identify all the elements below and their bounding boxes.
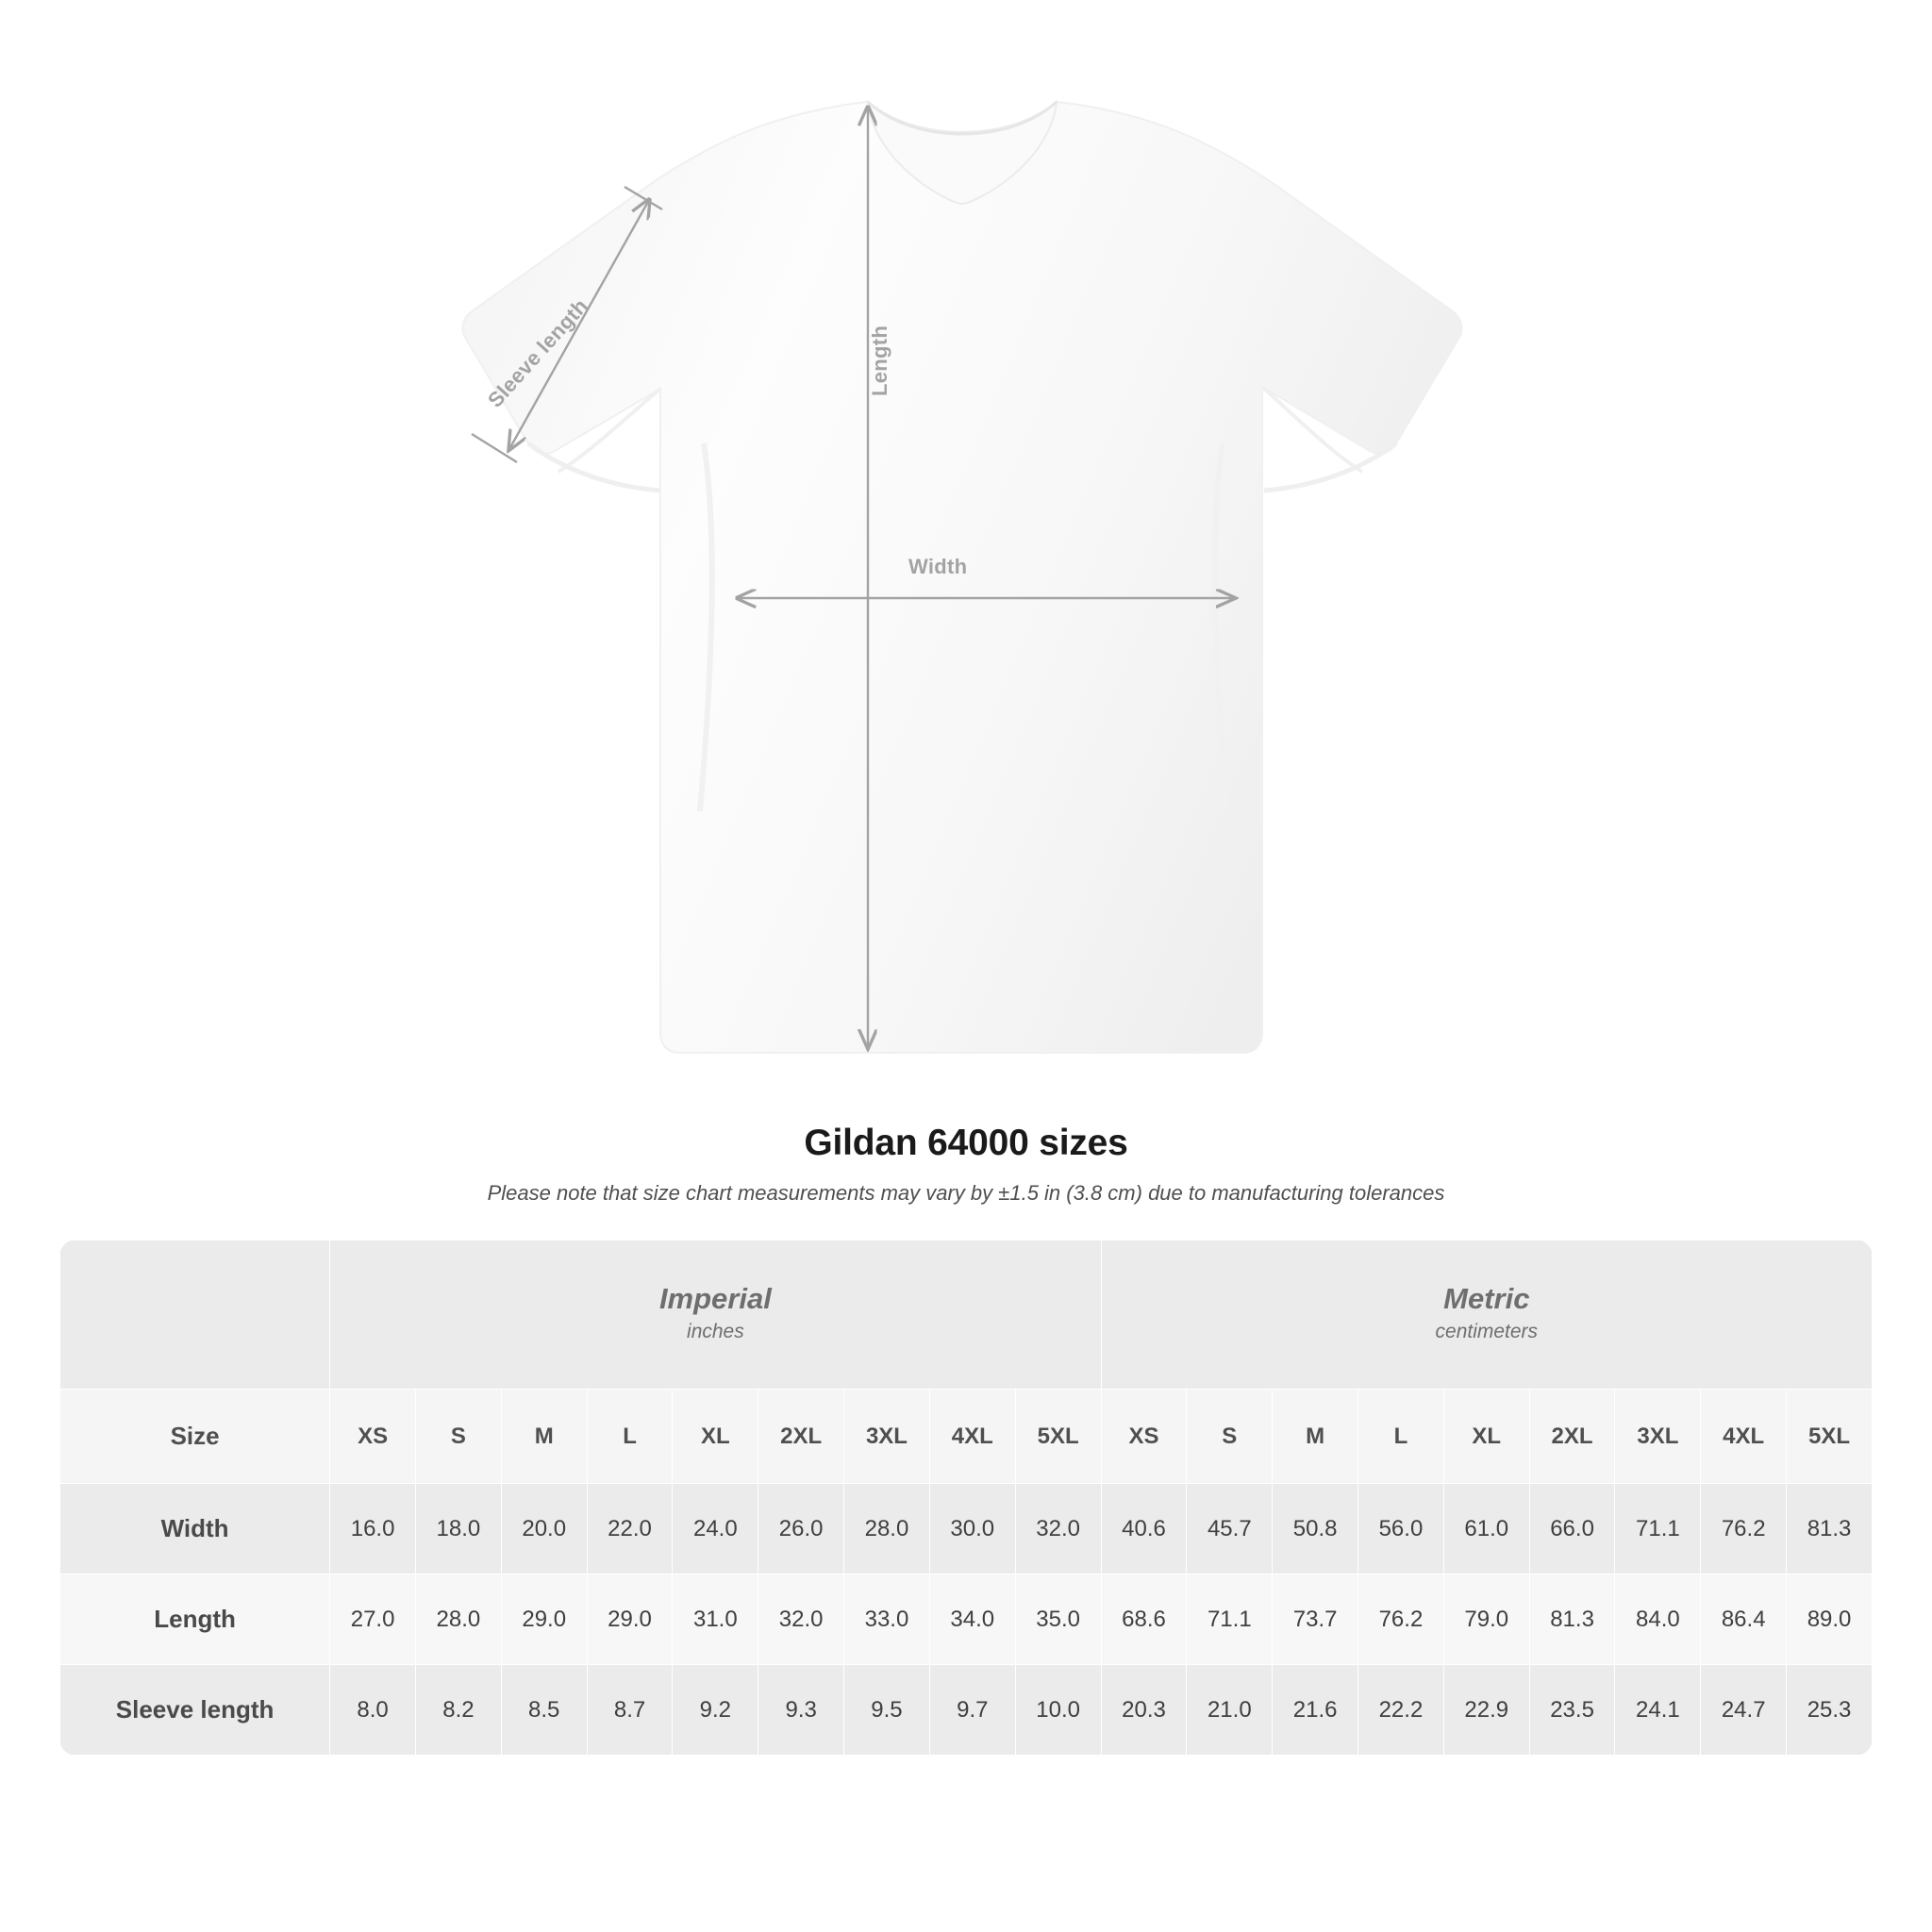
row-label-sleeve-length: Sleeve length xyxy=(60,1665,330,1756)
row-label-length: Length xyxy=(60,1574,330,1665)
table-corner-cell xyxy=(60,1241,330,1390)
size-header-imperial-2xl: 2XL xyxy=(758,1390,844,1484)
cell-sleeve-metric-3xl: 24.1 xyxy=(1615,1665,1701,1756)
cell-sleeve-imperial-s: 8.2 xyxy=(416,1665,502,1756)
size-header-metric-3xl: 3XL xyxy=(1615,1390,1701,1484)
cell-sleeve-imperial-3xl: 9.5 xyxy=(844,1665,930,1756)
size-header-imperial-s: S xyxy=(416,1390,502,1484)
unit-header-imperial xyxy=(330,1241,1101,1390)
size-header-imperial-3xl: 3XL xyxy=(844,1390,930,1484)
cell-width-metric-2xl: 66.0 xyxy=(1529,1484,1615,1574)
cell-length-metric-s: 71.1 xyxy=(1187,1574,1273,1665)
cell-width-imperial-3xl: 28.0 xyxy=(844,1484,930,1574)
unit-name-imperial: Imperial xyxy=(658,1281,772,1315)
cell-length-imperial-s: 28.0 xyxy=(416,1574,502,1665)
cell-sleeve-metric-xs: 20.3 xyxy=(1101,1665,1187,1756)
cell-width-metric-s: 45.7 xyxy=(1187,1484,1273,1574)
size-header-metric-l: L xyxy=(1358,1390,1444,1484)
size-header-imperial-4xl: 4XL xyxy=(929,1390,1015,1484)
cell-sleeve-imperial-xs: 8.0 xyxy=(330,1665,416,1756)
size-row-label: Size xyxy=(60,1390,330,1484)
unit-sub-imperial: inches xyxy=(687,1320,744,1342)
unit-header-metric xyxy=(1101,1241,1872,1390)
table-row-width xyxy=(60,1484,1873,1574)
cell-width-imperial-s: 18.0 xyxy=(416,1484,502,1574)
cell-sleeve-imperial-m: 8.5 xyxy=(501,1665,587,1756)
cell-length-metric-xs: 68.6 xyxy=(1101,1574,1187,1665)
size-header-imperial-xl: XL xyxy=(673,1390,758,1484)
cell-sleeve-metric-2xl: 23.5 xyxy=(1529,1665,1615,1756)
cell-width-imperial-xl: 24.0 xyxy=(673,1484,758,1574)
size-header-row xyxy=(60,1390,1873,1484)
size-header-imperial-5xl: 5XL xyxy=(1015,1390,1101,1484)
cell-length-imperial-4xl: 34.0 xyxy=(929,1574,1015,1665)
table-row-sleeve-length xyxy=(60,1665,1873,1756)
cell-width-metric-xl: 61.0 xyxy=(1443,1484,1529,1574)
unit-sub-metric: centimeters xyxy=(1435,1320,1539,1342)
cell-sleeve-imperial-xl: 9.2 xyxy=(673,1665,758,1756)
cell-length-metric-3xl: 84.0 xyxy=(1615,1574,1701,1665)
cell-length-metric-4xl: 86.4 xyxy=(1701,1574,1787,1665)
cell-sleeve-metric-4xl: 24.7 xyxy=(1701,1665,1787,1756)
cell-width-metric-3xl: 71.1 xyxy=(1615,1484,1701,1574)
size-table xyxy=(59,1240,1873,1756)
size-header-metric-5xl: 5XL xyxy=(1787,1390,1873,1484)
cell-width-imperial-5xl: 32.0 xyxy=(1015,1484,1101,1574)
cell-sleeve-imperial-l: 8.7 xyxy=(587,1665,673,1756)
size-header-metric-xl: XL xyxy=(1443,1390,1529,1484)
cell-sleeve-metric-5xl: 25.3 xyxy=(1787,1665,1873,1756)
unit-name-metric: Metric xyxy=(1443,1281,1530,1315)
cell-sleeve-metric-m: 21.6 xyxy=(1273,1665,1358,1756)
unit-header-row xyxy=(60,1241,1873,1390)
cell-length-imperial-5xl: 35.0 xyxy=(1015,1574,1101,1665)
cell-width-imperial-2xl: 26.0 xyxy=(758,1484,844,1574)
size-header-metric-2xl: 2XL xyxy=(1529,1390,1615,1484)
chart-title: Gildan 64000 sizes xyxy=(804,1123,1128,1163)
width-label: Width xyxy=(908,555,968,578)
size-header-metric-xs: XS xyxy=(1101,1390,1187,1484)
cell-width-metric-4xl: 76.2 xyxy=(1701,1484,1787,1574)
size-header-imperial-m: M xyxy=(501,1390,587,1484)
cell-width-imperial-l: 22.0 xyxy=(587,1484,673,1574)
cell-length-metric-5xl: 89.0 xyxy=(1787,1574,1873,1665)
size-header-metric-s: S xyxy=(1187,1390,1273,1484)
size-header-metric-4xl: 4XL xyxy=(1701,1390,1787,1484)
size-table-container xyxy=(59,1240,1873,1756)
cell-sleeve-metric-s: 21.0 xyxy=(1187,1665,1273,1756)
row-label-width: Width xyxy=(60,1484,330,1574)
cell-width-metric-5xl: 81.3 xyxy=(1787,1484,1873,1574)
size-header-metric-m: M xyxy=(1273,1390,1358,1484)
cell-sleeve-imperial-4xl: 9.7 xyxy=(929,1665,1015,1756)
cell-length-metric-xl: 79.0 xyxy=(1443,1574,1529,1665)
cell-length-imperial-xs: 27.0 xyxy=(330,1574,416,1665)
cell-width-imperial-xs: 16.0 xyxy=(330,1484,416,1574)
cell-width-metric-m: 50.8 xyxy=(1273,1484,1358,1574)
tolerance-note: Please note that size chart measurements may vary by ±1.5 in (3.8 cm) due to manufacturing tolerances xyxy=(487,1181,1445,1205)
cell-width-imperial-m: 20.0 xyxy=(501,1484,587,1574)
cell-width-metric-l: 56.0 xyxy=(1358,1484,1444,1574)
sleeve-length-label: Sleeve length xyxy=(483,293,593,412)
cell-sleeve-metric-xl: 22.9 xyxy=(1443,1665,1529,1756)
cell-sleeve-metric-l: 22.2 xyxy=(1358,1665,1444,1756)
cell-length-imperial-xl: 31.0 xyxy=(673,1574,758,1665)
cell-length-metric-2xl: 81.3 xyxy=(1529,1574,1615,1665)
length-label: Length xyxy=(868,325,891,396)
cell-length-imperial-m: 29.0 xyxy=(501,1574,587,1665)
size-header-imperial-l: L xyxy=(587,1390,673,1484)
cell-width-imperial-4xl: 30.0 xyxy=(929,1484,1015,1574)
size-header-imperial-xs: XS xyxy=(330,1390,416,1484)
cell-length-metric-l: 76.2 xyxy=(1358,1574,1444,1665)
cell-sleeve-imperial-5xl: 10.0 xyxy=(1015,1665,1101,1756)
table-row-length xyxy=(60,1574,1873,1665)
cell-sleeve-imperial-2xl: 9.3 xyxy=(758,1665,844,1756)
cell-length-imperial-3xl: 33.0 xyxy=(844,1574,930,1665)
cell-width-metric-xs: 40.6 xyxy=(1101,1484,1187,1574)
cell-length-metric-m: 73.7 xyxy=(1273,1574,1358,1665)
cell-length-imperial-2xl: 32.0 xyxy=(758,1574,844,1665)
cell-length-imperial-l: 29.0 xyxy=(587,1574,673,1665)
title-block xyxy=(0,1123,1932,1206)
